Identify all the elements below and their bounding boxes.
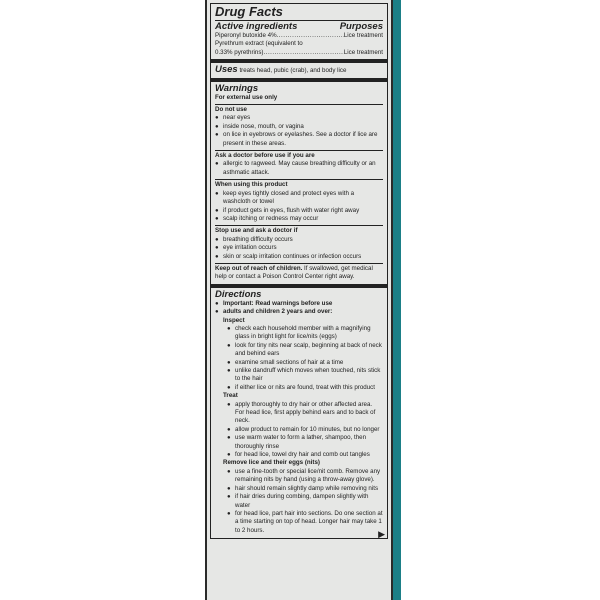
list-item: ● for head lice, towel dry hair and comb out tangles bbox=[227, 451, 383, 459]
list-item bbox=[215, 300, 383, 308]
do-not-use-list bbox=[215, 114, 383, 148]
stop-use-heading: Stop use and ask a doctor if bbox=[215, 227, 298, 235]
treat-heading: Treat bbox=[223, 392, 238, 400]
when-using-list bbox=[215, 190, 383, 224]
ingredient-name: Piperonyl butoxide 4% bbox=[215, 32, 277, 39]
do-not-use-heading: Do not use bbox=[215, 106, 247, 114]
list-item: ● look for tiny nits near scalp, beginning at back of neck and behind ears bbox=[227, 342, 383, 359]
ask-doctor-heading: Ask a doctor before use if you are bbox=[215, 152, 315, 160]
list-item: ● check each household member with a magnifying glass in bright light for lice/nits (eggs) bbox=[227, 325, 383, 342]
list-item: ● skin or scalp irritation continues or infection occurs bbox=[215, 253, 383, 261]
list-item: ● examine small sections of hair at a time bbox=[227, 359, 383, 367]
list-item: ● breathing difficulty occurs bbox=[215, 236, 383, 244]
list-item: ● eye irritation occurs bbox=[215, 244, 383, 252]
list-item: ● allow product to remain for 10 minutes, but no longer bbox=[227, 426, 383, 434]
ingredient-name: 0.33% pyrethrins) bbox=[215, 48, 264, 56]
ingredient-row bbox=[215, 40, 383, 48]
when-using-heading: When using this product bbox=[215, 181, 288, 189]
keep-out-text: If swallowed, get medical help or contact a Poison Control Center right away. bbox=[215, 264, 373, 281]
directions-box bbox=[210, 285, 388, 539]
list-item: ● hair should remain slightly damp while removing nits bbox=[227, 485, 383, 493]
active-header bbox=[215, 20, 383, 32]
drug-facts-title: Drug Facts bbox=[215, 4, 283, 19]
remove-list bbox=[215, 468, 383, 535]
directions-heading: Directions bbox=[215, 288, 262, 300]
list-item: ● apply thoroughly to dry hair or other affected area. For head lice, first apply behind ears and to back of neck. bbox=[227, 401, 383, 426]
inspect-list bbox=[215, 325, 383, 392]
list-item: ● for head lice, part hair into sections. Do one section at a time starting on top of head. Longer hair may take 1 to 2 hours. bbox=[227, 510, 383, 535]
directions-top-list bbox=[215, 300, 383, 317]
treat-list bbox=[215, 401, 383, 460]
list-item: ● allergic to ragweed. May cause breathing difficulty or an asthmatic attack. bbox=[215, 160, 383, 177]
list-item: ● on lice in eyebrows or eyelashes. See a doctor if lice are present in these areas. bbox=[215, 131, 383, 148]
uses-box bbox=[210, 60, 388, 78]
list-item: ● unlike dandruff which moves when touched, nits stick to the hair bbox=[227, 367, 383, 384]
uses-text: treats head, pubic (crab), and body lice bbox=[239, 67, 347, 75]
list-item: ● if product gets in eyes, flush with water right away bbox=[215, 207, 383, 215]
active-ingredients-box bbox=[210, 3, 388, 60]
external-use-note: For external use only bbox=[215, 93, 278, 101]
ingredient-purpose: Lice treatment bbox=[343, 32, 383, 39]
list-item: ● use warm water to form a lather, shampoo, then thoroughly rinse bbox=[227, 434, 383, 451]
list-item: ● keep eyes tightly closed and protect eyes with a washcloth or towel bbox=[215, 190, 383, 207]
important-bold: Important: bbox=[223, 299, 254, 307]
stop-use-list bbox=[215, 236, 383, 261]
drug-facts-panel bbox=[205, 0, 393, 600]
warnings-heading: Warnings bbox=[215, 82, 259, 94]
right-triangle-arrow-icon: ▶ bbox=[378, 528, 385, 539]
inspect-heading: Inspect bbox=[223, 316, 245, 324]
keep-out-bold: Keep out of reach of children. bbox=[215, 264, 303, 272]
list-item: ● inside nose, mouth, or vagina bbox=[215, 123, 383, 131]
list-item: ● use a fine-tooth or special lice/nit comb. Remove any remaining nits by hand (using a throw-away glove). bbox=[227, 468, 383, 485]
list-item: ● adults and children 2 years and over: bbox=[215, 308, 383, 316]
ingredient-row bbox=[215, 32, 383, 40]
list-item: ● scalp itching or redness may occur bbox=[215, 215, 383, 223]
purposes-heading: Purposes bbox=[339, 21, 383, 32]
active-ingredients-heading: Active ingredients bbox=[215, 21, 298, 32]
remove-heading: Remove lice and their eggs (nits) bbox=[223, 459, 320, 467]
ask-doctor-list bbox=[215, 160, 383, 177]
ingredient-purpose: Lice treatment bbox=[343, 48, 383, 56]
ingredient-name: Pyrethrum extract (equivalent to bbox=[215, 40, 303, 48]
important-text: Read warnings before use bbox=[253, 299, 333, 307]
warnings-box bbox=[210, 79, 388, 285]
list-item: ● if hair dries during combing, dampen slightly with water bbox=[227, 493, 383, 510]
keep-out-of-reach bbox=[215, 265, 383, 282]
list-item: ● if either lice or nits are found, treat with this product bbox=[227, 384, 383, 392]
uses-heading: Uses bbox=[215, 64, 238, 76]
list-item: ● near eyes bbox=[215, 114, 383, 122]
ingredient-row bbox=[215, 49, 383, 57]
